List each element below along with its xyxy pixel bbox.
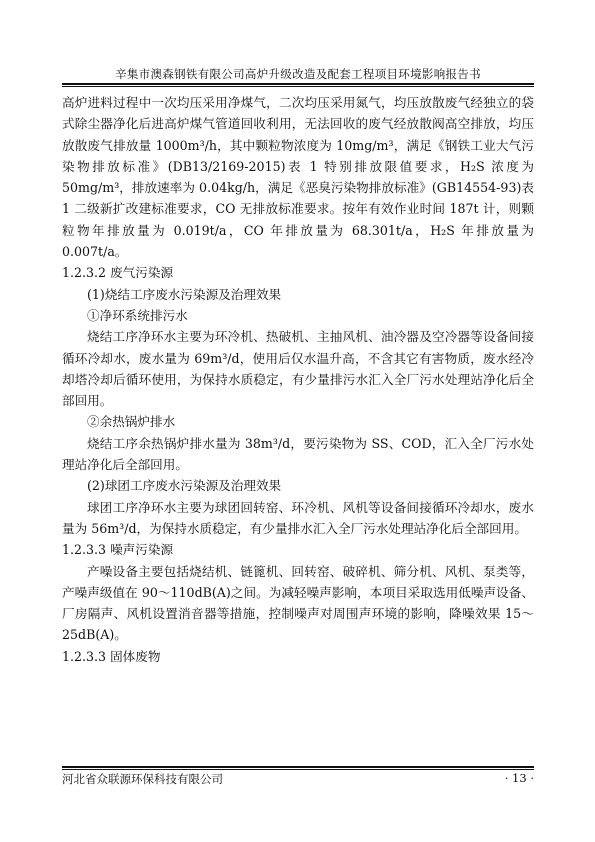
footer-rule-thin (62, 769, 534, 770)
section-heading-solid-waste: 1.2.3.3 固体废物 (62, 648, 161, 664)
document-body (62, 92, 534, 667)
footer-company: 河北省众联源环保科技有限公司 (62, 772, 223, 786)
paragraph-clean-loop: 烧结工序净环水主要为环冷机、热破机、主抽风机、油冷器及空冷器等设备间接循环冷却水，废水量为 69m³/d，使用后仅水温升高，不含其它有害物质，废水经冷却塔冷却后循环使用，为保持水质稳定，有少量排污水汇入全厂污水处理站净化后全部回用。 (62, 329, 534, 409)
footer-rule-thick (62, 766, 534, 768)
page-header: 辛集市澳森钢铁有限公司高炉升级改造及配套工程项目环境影响报告书 (115, 67, 481, 81)
paragraph-pressure-equalization: 高炉进料过程中一次均压采用净煤气，二次均压采用氮气，均压放散废气经独立的袋式除尘器净化后进高炉煤气管道回收利用，无法回收的废气经放散阀高空排放，均压放散废气排放量 1000m³/h，其中颗粒物浓度为 10mg/m³，满足《钢铁工业大气污染物排放标准》(DB13/2169-2015)表 1 特别排放限值要求，H₂S 浓度为 50mg/m³，排放速率为 0.04kg/h，满足《恶臭污染物排放标准》(GB14554-93)表 1 二级新扩改建标准要求，CO 无排放标准要求。按年有效作业时间 187t 计，则颗粒物年排放量为 0.019t/a，CO 年排放量为 68.301t/a，H₂S 年排放量为 0.007t/a。 (62, 95, 534, 260)
paragraph-waste-heat-boiler: 烧结工序余热锅炉排水量为 38m³/d，要污染物为 SS、COD，汇入全厂污水处理站净化后全部回用。 (62, 435, 534, 473)
header-rule-thick (62, 83, 534, 85)
page-number: · 13 · (504, 771, 534, 785)
subheading-sintering-wastewater: (1)烧结工序废水污染源及治理效果 (87, 286, 282, 302)
subheading-pellet-wastewater: (2)球团工序废水污染源及治理效果 (87, 478, 282, 494)
subheading-clean-loop-discharge: ①净环系统排污水 (87, 307, 188, 323)
subheading-waste-heat-boiler: ②余热锅炉排水 (87, 414, 176, 430)
header-rule-thin (62, 86, 534, 87)
section-heading-waste-gas: 1.2.3.2 废气污染源 (62, 265, 174, 281)
paragraph-noise: 产噪设备主要包括烧结机、链篦机、回转窑、破碎机、筛分机、风机、泵类等，产噪声级值在 90～110dB(A)之间。为减轻噪声影响，本项目采取选用低噪声设备、厂房隔声、风机设置消音器等措施，控制噪声对周围声环境的影响，降噪效果 15～25dB(A)。 (62, 563, 534, 643)
section-heading-noise: 1.2.3.3 噪声污染源 (62, 542, 174, 558)
paragraph-pellet-wastewater: 球团工序净环水主要为球团回转窑、环冷机、风机等设备间接循环冷却水，废水量为 56m³/d，为保持水质稳定，有少量排水汇入全厂污水处理站净化后全部回用。 (62, 499, 534, 536)
